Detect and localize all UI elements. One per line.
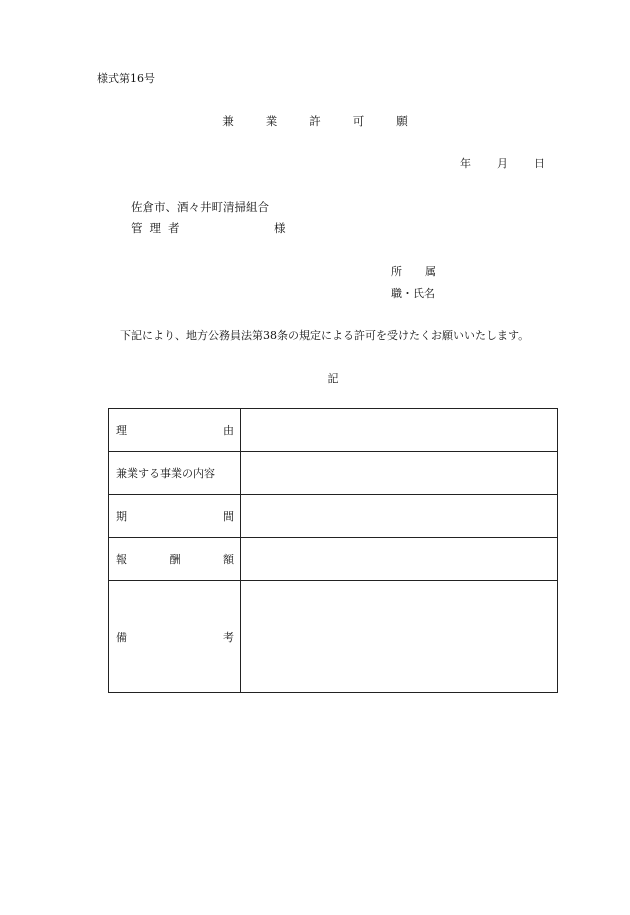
addressee-organization: 佐倉市、酒々井町清掃組合 — [131, 200, 269, 214]
addressee-honorific: 様 — [274, 221, 286, 235]
business-content-label: 兼業する事業の内容 — [116, 467, 215, 480]
form-number: 様式第16号 — [97, 72, 155, 85]
compensation-label-cell — [109, 538, 241, 581]
table-row-reason — [109, 409, 558, 452]
reason-value-cell[interactable] — [241, 409, 558, 452]
title-char: 業 — [265, 114, 278, 128]
period-label-cell — [109, 495, 241, 538]
compensation-label-char: 報 — [116, 553, 127, 566]
period-label-char: 期 — [116, 510, 127, 523]
application-table — [108, 408, 558, 693]
compensation-value-cell[interactable] — [241, 538, 558, 581]
reason-label-char: 由 — [223, 424, 234, 437]
addressee-title-char: 理 — [149, 221, 161, 235]
date-year-label: 年 — [460, 157, 471, 170]
business-content-value-cell[interactable] — [241, 452, 558, 495]
reason-label-cell — [109, 409, 241, 452]
department-char: 属 — [425, 265, 436, 278]
remarks-label-char: 考 — [223, 630, 234, 644]
title-char: 可 — [352, 114, 365, 128]
applicant-department-label — [391, 263, 436, 279]
addressee-title-char: 者 — [168, 221, 180, 235]
table-row-business-content — [109, 452, 558, 495]
title-char: 許 — [309, 114, 321, 128]
ki-heading: 記 — [327, 372, 339, 385]
date-month-label: 月 — [497, 157, 508, 170]
reason-label-char: 理 — [116, 424, 127, 437]
period-value-cell[interactable] — [241, 495, 558, 538]
table-row-period — [109, 495, 558, 538]
remarks-label-cell — [109, 581, 241, 693]
remarks-label-char: 備 — [116, 630, 127, 644]
document-title — [0, 113, 630, 129]
department-char: 所 — [391, 265, 402, 278]
table-row-remarks — [109, 581, 558, 693]
date-line — [460, 155, 545, 171]
business-content-label-cell — [109, 452, 241, 495]
compensation-label-char: 酬 — [169, 553, 181, 566]
period-label-char: 間 — [223, 510, 234, 523]
addressee-title-char: 管 — [131, 221, 143, 235]
date-day-label: 日 — [534, 157, 545, 170]
title-char: 兼 — [222, 114, 234, 128]
remarks-value-cell[interactable] — [241, 581, 558, 693]
addressee-title — [131, 220, 180, 236]
title-char: 願 — [396, 114, 408, 128]
request-statement: 下記により、地方公務員法第38条の規定による許可を受けたくお願いいたします。 — [120, 329, 530, 342]
table-row-compensation — [109, 538, 558, 581]
applicant-name-label: 職・氏名 — [391, 287, 435, 300]
compensation-label-char: 額 — [223, 553, 234, 566]
